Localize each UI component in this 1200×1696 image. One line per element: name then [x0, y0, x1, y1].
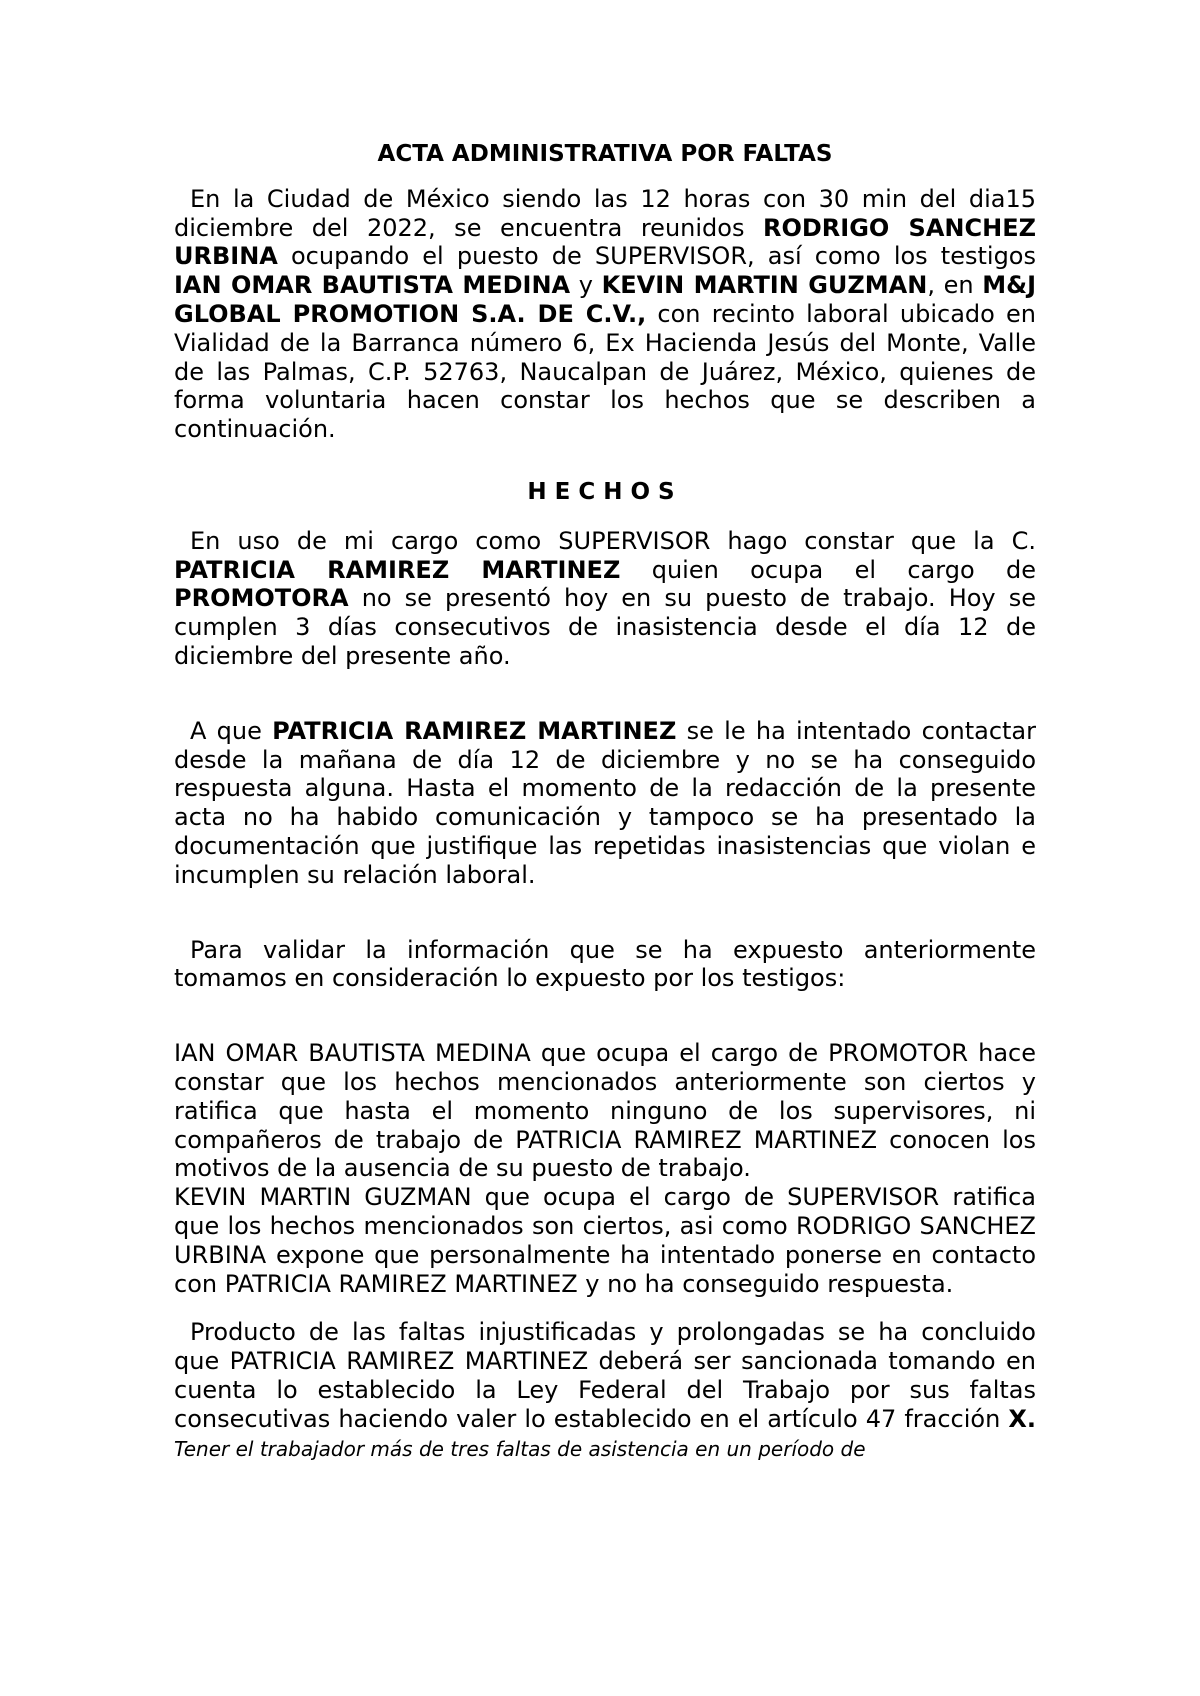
hechos-heading-text: HECHOS — [527, 478, 683, 505]
spacer — [174, 1298, 1036, 1318]
conclusion-paragraph — [174, 1318, 1036, 1464]
hechos-p2-text-2: se le ha intentado contactar desde la mañana de día 12 de diciembre y no se ha conseguido respuesta alguna. Hasta el momento de la redacción de la presente acta no ha habido comunicación y tampoco se ha presentado la documentación que justifique las repetidas inasistencias que violan e incumplen su relación laboral. — [174, 716, 1037, 889]
hechos-p2-employee-name: PATRICIA RAMIREZ MARTINEZ — [272, 716, 677, 745]
intro-text-4: , en — [927, 271, 983, 300]
spacer — [174, 671, 1036, 717]
testigo-2-paragraph: KEVIN MARTIN GUZMAN que ocupa el cargo de SUPERVISOR ratifica que los hechos mencionados son ciertos, asi como RODRIGO SANCHEZ URBINA expone que personalmente ha intentado ponerse en contacto con PATRICIA RAMIREZ MARTINEZ y no ha conseguido respuesta. — [174, 1183, 1036, 1298]
document-title: ACTA ADMINISTRATIVA POR FALTAS — [377, 141, 833, 167]
intro-text-1: En la Ciudad de México siendo las 12 horas con 30 min del dia15 diciembre del 2022, se encuentra reunidos — [174, 184, 1036, 242]
hechos-paragraph-2 — [174, 717, 1036, 890]
hechos-paragraph-1 — [174, 527, 1036, 671]
testigo-1-paragraph: IAN OMAR BAUTISTA MEDINA que ocupa el cargo de PROMOTOR hace constar que los hechos mencionados anteriormente son ciertos y ratifica que hasta el momento ninguno de los supervisores, ni compañeros de trabajo de PATRICIA RAMIREZ MARTINEZ conocen los motivos de la ausencia de su puesto de trabajo. — [174, 1039, 1036, 1183]
intro-name-supervisor: RODRIGO SANCHEZ URBINA — [174, 213, 1036, 271]
hechos-p1-employee-name: PATRICIA RAMIREZ MARTINEZ — [174, 555, 621, 584]
hechos-heading — [174, 478, 1036, 507]
hechos-p1-text-3: no se presentó hoy en su puesto de trabajo. Hoy se cumplen 3 días consecutivos de inasistencia desde el día 12 de diciembre del presente año. — [174, 584, 1036, 670]
intro-company-name: M&J GLOBAL PROMOTION S.A. DE C.V., — [174, 271, 1036, 328]
conclusion-text: Producto de las faltas injustificadas y prolongadas se ha concluido que PATRICIA RAMIREZ MARTINEZ deberá ser sancionada tomando en cuenta lo establecido la Ley Federal del Trabajo por sus faltas consecutivas haciendo valer lo establecido en el artículo 47 fracción — [174, 1318, 1036, 1433]
intro-text-3: y — [570, 271, 602, 300]
intro-name-witness-2: KEVIN MARTIN GUZMAN — [601, 271, 928, 300]
hechos-p1-text-2: quien ocupa el cargo de — [620, 555, 1036, 584]
intro-paragraph — [174, 185, 1036, 444]
validar-paragraph: Para validar la información que se ha expuesto anteriormente tomamos en consideración lo expuesto por los testigos: — [174, 935, 1036, 993]
document-body — [174, 140, 1036, 1464]
hechos-p2-text-1: A que — [190, 716, 273, 745]
intro-text-2: ocupando el puesto de SUPERVISOR, así como los testigos — [277, 242, 1036, 271]
conclusion-fraction-number: X. — [1008, 1404, 1036, 1433]
intro-text-5: con recinto laboral ubicado en Vialidad de la Barranca número 6, Ex Hacienda Jesús del Monte, Valle de las Palmas, C.P. 52763, Naucalpan de Juárez, México, quienes de forma voluntaria hacen constar los hechos que se describen a continuación. — [174, 299, 1037, 444]
hechos-p1-text-1: En uso de mi cargo como SUPERVISOR hago constar que la C. — [190, 526, 1036, 555]
spacer — [174, 890, 1036, 936]
hechos-p1-position: PROMOTORA — [174, 584, 349, 613]
intro-name-witness-1: IAN OMAR BAUTISTA MEDINA — [174, 271, 571, 300]
conclusion-legal-quote: Tener el trabajador más de tres faltas de asistencia en un período de — [174, 1437, 866, 1462]
spacer — [174, 993, 1036, 1039]
